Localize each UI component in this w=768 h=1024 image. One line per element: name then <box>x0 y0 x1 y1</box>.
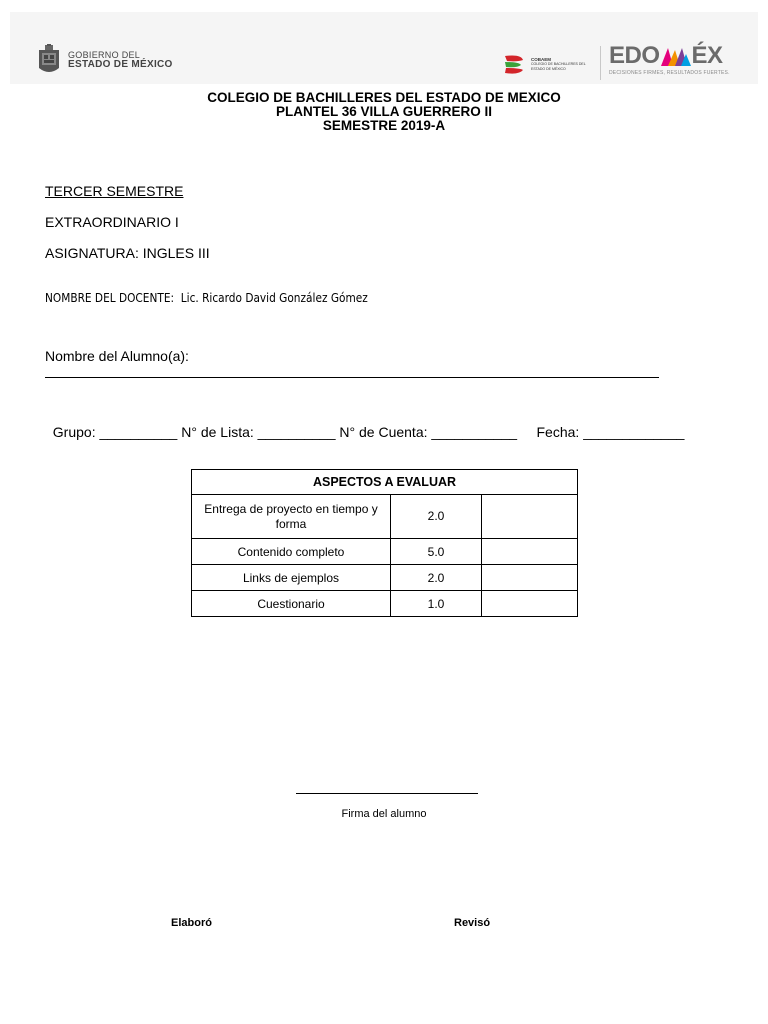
aspect-cell: Cuestionario <box>192 591 391 617</box>
table-row <box>192 591 578 617</box>
student-name-line[interactable] <box>45 377 659 378</box>
gov-line2: ESTADO DE MÉXICO <box>68 59 173 70</box>
table-row <box>192 539 578 565</box>
cobaem-mark-icon <box>503 52 527 76</box>
campus-title: PLANTEL 36 VILLA GUERRERO II <box>275 104 493 119</box>
school-title: COLEGIO DE BACHILLERES DEL ESTADO DE MEXICO <box>207 90 561 105</box>
state-seal-icon <box>36 44 62 76</box>
semester-title: SEMESTRE 2019-A <box>322 118 446 133</box>
reviso-label: Revisó <box>454 917 491 929</box>
student-name-label: Nombre del Alumno(a): <box>45 348 189 364</box>
points-cell: 2.0 <box>391 495 482 539</box>
edomex-m-icon <box>661 46 691 66</box>
cobaem-line1: COBAEM <box>531 56 551 62</box>
semester-label: TERCER SEMESTRE <box>45 183 184 199</box>
aspect-cell: Contenido completo <box>192 539 391 565</box>
fecha-field[interactable]: Fecha: _____________ <box>536 424 685 440</box>
score-cell[interactable] <box>482 591 578 617</box>
student-fields-row <box>45 408 684 440</box>
edomex-left: EDO <box>609 42 660 69</box>
logo-divider <box>600 46 601 80</box>
aspect-cell: Entrega de proyecto en tiempo y forma <box>192 495 391 539</box>
edomex-right: ÉX <box>691 42 723 69</box>
cuenta-field[interactable]: N° de Cuenta: ___________ <box>339 424 518 440</box>
edomex-tagline: DECISIONES FIRMES, RESULTADOS FUERTES. <box>609 70 730 76</box>
student-signature-line[interactable] <box>296 793 478 794</box>
student-signature-label: Firma del alumno <box>341 808 427 820</box>
aspect-cell: Links de ejemplos <box>192 565 391 591</box>
lista-field[interactable]: N° de Lista: __________ <box>181 424 336 440</box>
points-cell: 5.0 <box>391 539 482 565</box>
score-cell[interactable] <box>482 495 578 539</box>
cobaem-logo <box>503 52 587 76</box>
evaluation-table <box>191 469 578 617</box>
points-cell: 1.0 <box>391 591 482 617</box>
gov-line1: GOBIERNO DEL <box>68 50 141 60</box>
table-header: ASPECTOS A EVALUAR <box>192 470 578 495</box>
cobaem-line3: ESTADO DE MÉXICO <box>531 66 566 71</box>
points-cell: 2.0 <box>391 565 482 591</box>
table-row <box>192 495 578 539</box>
score-cell[interactable] <box>482 539 578 565</box>
exam-label: EXTRAORDINARIO I <box>45 214 179 230</box>
cobaem-line2: COLEGIO DE BACHILLERES DEL <box>531 61 586 66</box>
gobierno-logo <box>36 44 173 76</box>
teacher-name: NOMBRE DEL DOCENTE: Lic. Ricardo David González Gómez <box>45 291 368 305</box>
table-row <box>192 565 578 591</box>
grupo-field[interactable]: Grupo: __________ <box>52 424 178 440</box>
edomex-logo <box>609 44 730 76</box>
score-cell[interactable] <box>482 565 578 591</box>
subject-label: ASIGNATURA: INGLES III <box>45 245 210 261</box>
elaboro-label: Elaboró <box>171 917 212 929</box>
